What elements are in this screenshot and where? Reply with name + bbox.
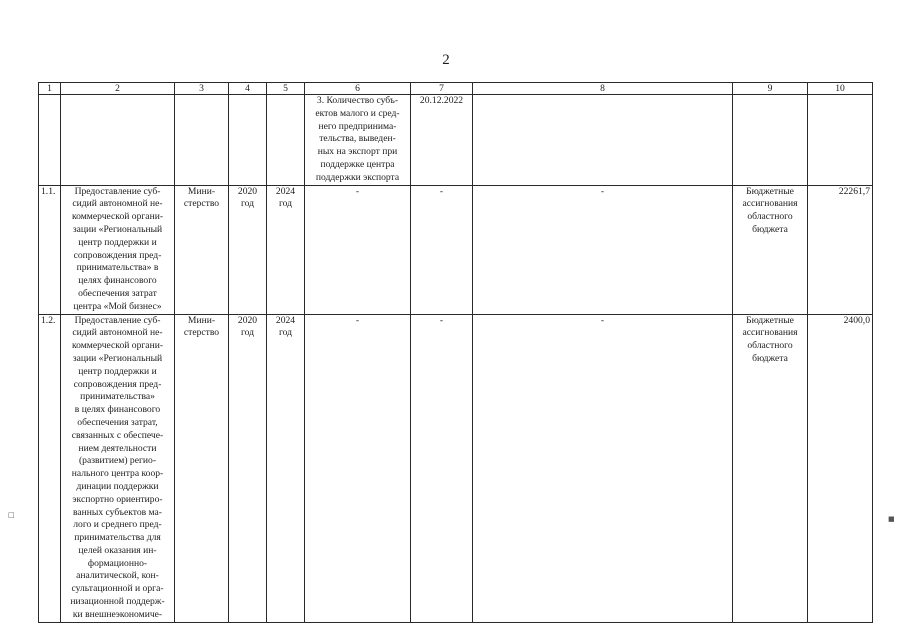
row-number bbox=[39, 95, 61, 186]
deadline-date: - bbox=[411, 314, 473, 622]
column-header-1: 1 bbox=[39, 83, 61, 95]
activity-name bbox=[61, 95, 175, 186]
table-row-1-2 bbox=[39, 314, 873, 622]
column-header-2: 2 bbox=[61, 83, 175, 95]
column-header-5: 5 bbox=[267, 83, 305, 95]
activity-name: Предоставление суб- сидий автономной не- коммерческой органи- зации «Региональный центр поддержки и сопровождения пред- принимательства» в целях финансового обеспечения затрат, связанных с обеспече- нием деятельности (развитием) регио- нального центра коор- динации поддержки экспортно ориентиро- ванных субъектов ма- лого и среднего пред- принимательства для целей оказания ин- формационно- аналитической, кон- сультационной и орга- низационной поддерж- ки внешнеэкономиче- bbox=[61, 314, 175, 622]
executor: Мини- стерство bbox=[175, 314, 229, 622]
page-number: 2 bbox=[442, 52, 450, 68]
start-year: 2020 год bbox=[229, 314, 267, 622]
funding-amount bbox=[808, 95, 873, 186]
start-year bbox=[229, 95, 267, 186]
column-8-value: - bbox=[473, 314, 733, 622]
column-8-value bbox=[473, 95, 733, 186]
column-header-3: 3 bbox=[175, 83, 229, 95]
funding-source: Бюджетные ассигнования областного бюджета bbox=[733, 185, 808, 314]
end-year: 2024 год bbox=[267, 314, 305, 622]
column-8-value: - bbox=[473, 185, 733, 314]
indicator-text: - bbox=[305, 185, 411, 314]
funding-amount: 2400,0 bbox=[808, 314, 873, 622]
indicator-text: 3. Количество субъ- ектов малого и сред- него предпринима- тельства, выведен- ных на экспорт при поддержке центра поддержки экспорта bbox=[305, 95, 411, 186]
column-header-7: 7 bbox=[411, 83, 473, 95]
activity-plan-table bbox=[38, 82, 873, 623]
funding-amount: 22261,7 bbox=[808, 185, 873, 314]
funding-source bbox=[733, 95, 808, 186]
executor: Мини- стерство bbox=[175, 185, 229, 314]
deadline-date: 20.12.2022 bbox=[411, 95, 473, 186]
left-scan-mark: □ bbox=[8, 511, 15, 519]
row-number: 1.1. bbox=[39, 185, 61, 314]
end-year bbox=[267, 95, 305, 186]
end-year: 2024 год bbox=[267, 185, 305, 314]
executor bbox=[175, 95, 229, 186]
column-header-4: 4 bbox=[229, 83, 267, 95]
table-row-continuation bbox=[39, 95, 873, 186]
start-year: 2020 год bbox=[229, 185, 267, 314]
column-header-6: 6 bbox=[305, 83, 411, 95]
column-header-8: 8 bbox=[473, 83, 733, 95]
column-header-10: 10 bbox=[808, 83, 873, 95]
activity-name: Предоставление суб- сидий автономной не- коммерческой органи- зации «Региональный центр поддержки и сопровождения пред- принимательства» в целях финансового обеспечения затрат центра «Мой бизнес» bbox=[61, 185, 175, 314]
deadline-date: - bbox=[411, 185, 473, 314]
indicator-text: - bbox=[305, 314, 411, 622]
funding-source: Бюджетные ассигнования областного бюджета bbox=[733, 314, 808, 622]
column-number-row bbox=[39, 83, 873, 95]
right-scan-mark: ■ bbox=[888, 515, 895, 523]
table-row-1-1 bbox=[39, 185, 873, 314]
row-number: 1.2. bbox=[39, 314, 61, 622]
column-header-9: 9 bbox=[733, 83, 808, 95]
